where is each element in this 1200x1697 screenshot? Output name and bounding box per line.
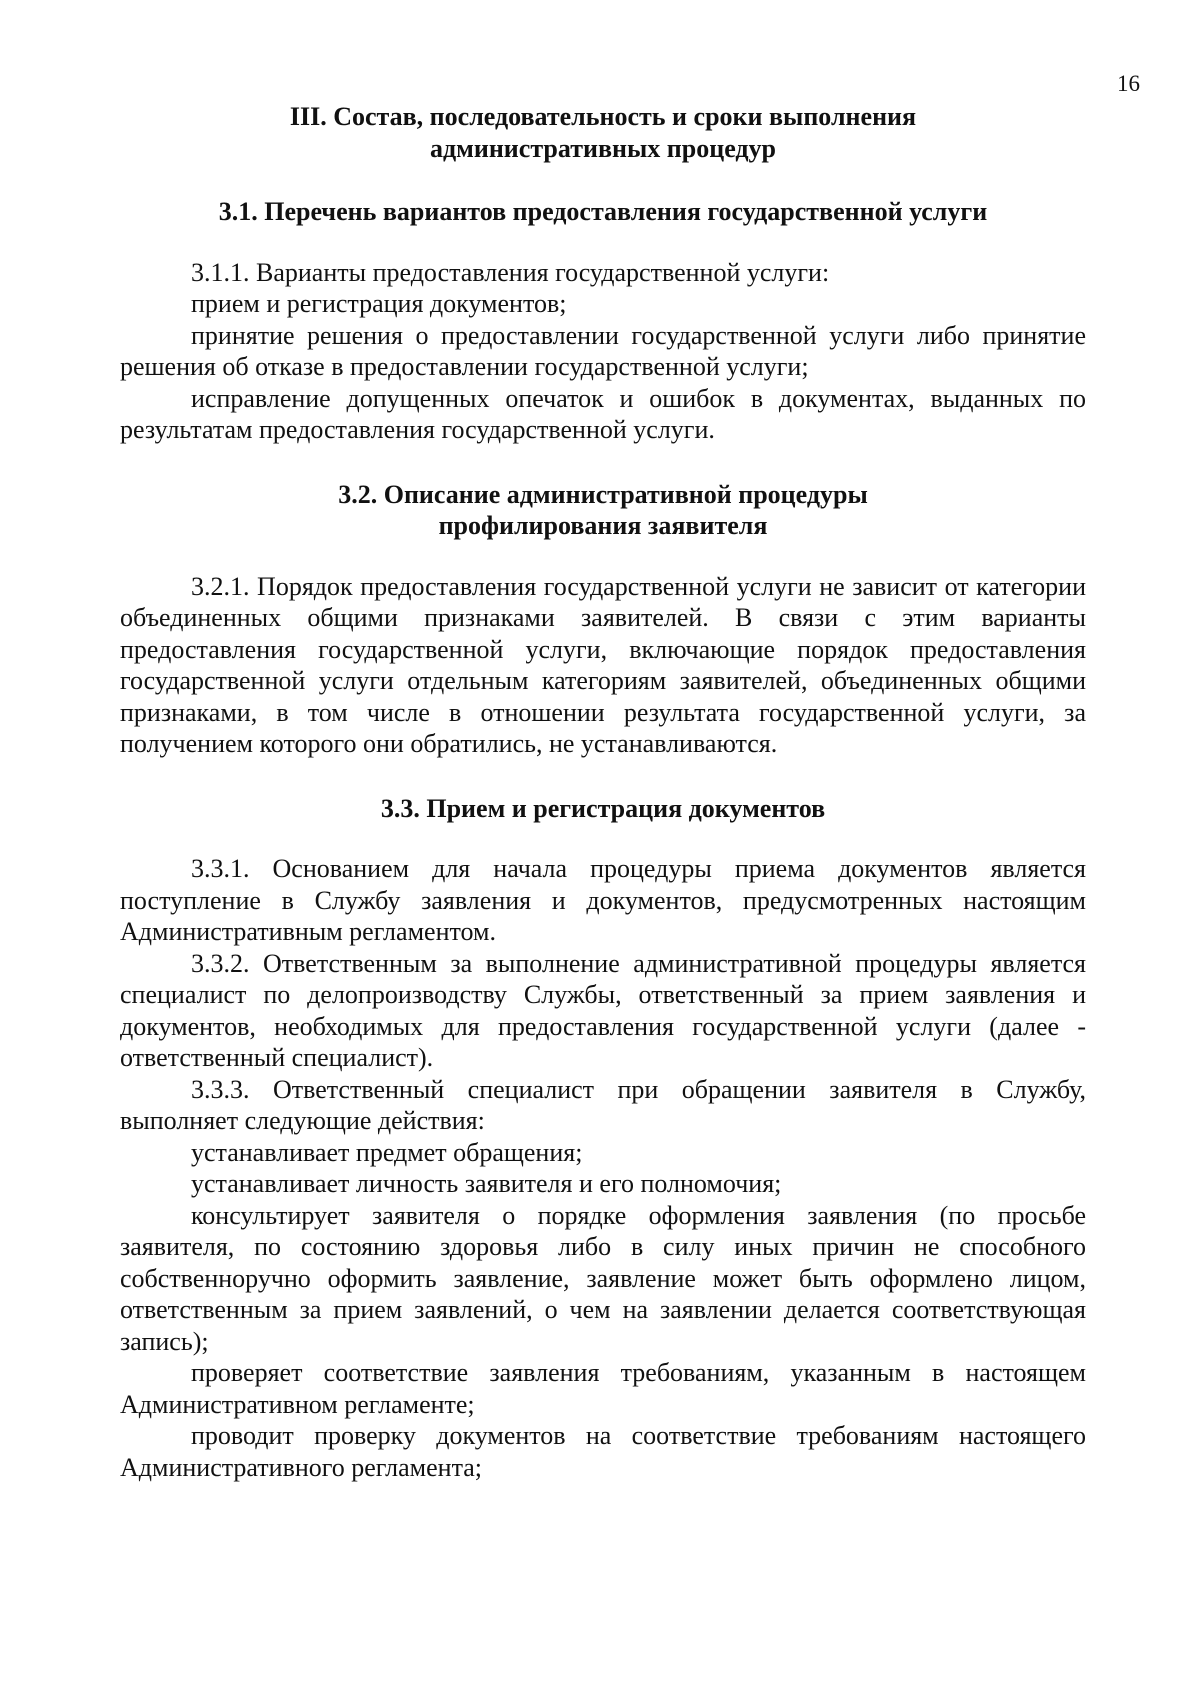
paragraph: 3.3.2. Ответственным за выполнение административной процедуры является специалист по делопроизводству Службы, ответственный за прием заявления и документов, необходимых для предоставления государственной услуги (далее - ответственный специалист). [120,948,1086,1072]
paragraph: 3.3.1. Основанием для начала процедуры приема документов является поступление в Службу заявления и документов, предусмотренных настоящим Административным регламентом. [120,854,1086,946]
spacer [120,446,1086,479]
spacer [120,228,1086,257]
paragraph: исправление допущенных опечаток и ошибок в документах, выданных по результатам предоставления государственной услуги. [120,383,1086,444]
spacer [120,760,1086,793]
paragraph: проводит проверку документов на соответствие требованиям настоящего Административного регламента; [120,1421,1086,1482]
spacer [120,164,1086,196]
spacer [120,824,1086,853]
paragraph: устанавливает предмет обращения; [191,1137,583,1167]
chapter-title-line: III. Состав, последовательность и сроки выполнения [289,102,917,131]
section-3-2 [120,479,1086,760]
section-3-1 [120,196,1086,446]
section-heading [120,196,1086,228]
section-3-3 [120,793,1086,1484]
paragraph: 3.3.3. Ответственный специалист при обращении заявителя в Службу, выполняет следующие действия: [120,1074,1086,1135]
paragraph: консультирует заявителя о порядке оформления заявления (по просьбе заявителя, по состоянию здоровья либо в силу иных причин не способного собственноручно оформить заявление, заявление может быть оформлено лицом, ответственным за прием заявлений, о чем на заявлении делается соответствующая запись); [120,1200,1086,1356]
section-heading [120,479,1086,542]
section-heading-line: 3.1. Перечень вариантов предоставления государственной услуги [218,197,988,226]
paragraph: прием и регистрация документов; [191,289,567,318]
paragraph: принятие решения о предоставлении государственной услуги либо принятие решения об отказе в предоставлении государственной услуги; [120,320,1086,381]
chapter-title-line: административных процедур [429,133,777,163]
page-number: 16 [1117,71,1140,96]
paragraph: 3.2.1. Порядок предоставления государственной услуги не зависит от категории объединенных общими признаками заявителей. В связи с этим варианты предоставления государственной услуги, включающие порядок предоставления государственной услуги отдельным категориям заявителей, объединенных общими признаками, в том числе в отношении результата государственной услуги, за получением которого они обратились, не устанавливаются. [120,571,1086,758]
paragraph: 3.1.1. Варианты предоставления государственной услуги: [191,257,830,287]
chapter-title [120,101,1086,164]
paragraph: проверяет соответствие заявления требованиям, указанным в настоящем Административном регламенте; [120,1358,1086,1419]
spacer [120,542,1086,571]
section-heading [120,793,1086,825]
section-heading-line: 3.2. Описание административной процедуры [338,479,868,509]
paragraph: устанавливает личность заявителя и его полномочия; [191,1169,782,1198]
document-body [120,101,1086,1483]
section-heading-line: профилирования заявителя [438,511,768,540]
section-heading-line: 3.3. Прием и регистрация документов [380,793,826,823]
